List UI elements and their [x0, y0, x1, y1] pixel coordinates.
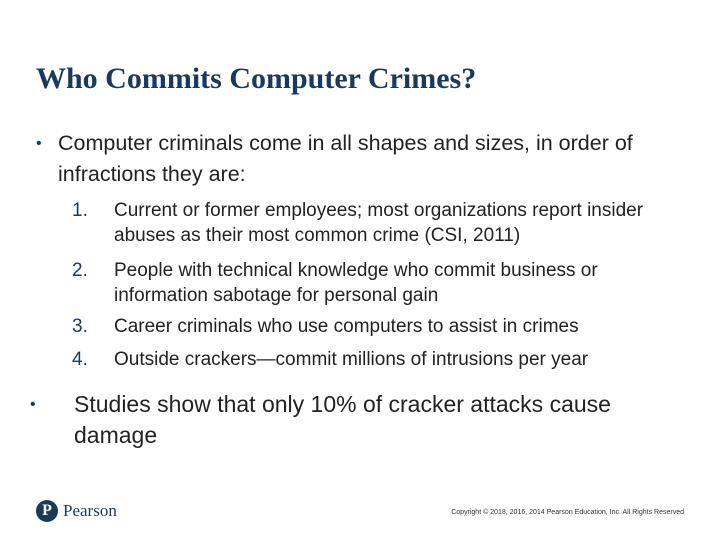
bullet-marker: •	[30, 396, 36, 413]
pearson-logo-text: Pearson	[63, 501, 117, 520]
item-text: People with technical knowledge who commit business or information sabotage for personal gain	[114, 260, 598, 306]
bullet-item-1	[36, 128, 686, 190]
item-text: Outside crackers—commit millions of intrusions per year	[114, 349, 589, 370]
bullet-marker: •	[36, 135, 42, 152]
item-number: 2.	[72, 260, 88, 281]
slide-title: Who Commits Computer Crimes?	[36, 62, 477, 95]
item-number: 1.	[72, 200, 88, 221]
numbered-item-4	[72, 347, 692, 372]
item-number: 3.	[72, 316, 88, 337]
numbered-item-3	[72, 314, 692, 339]
item-text: Career criminals who use computers to assist in crimes	[114, 316, 579, 337]
bullet-text: Computer criminals come in all shapes and sizes, in order of infractions they are:	[58, 131, 633, 186]
pearson-logo	[36, 500, 117, 522]
pearson-logo-icon: P	[36, 500, 58, 522]
bullet-item-2	[30, 389, 690, 451]
bullet-text: Studies show that only 10% of cracker attacks cause damage	[74, 391, 611, 448]
copyright-notice: Copyright © 2018, 2016, 2014 Pearson Education, Inc. All Rights Reserved	[451, 509, 684, 516]
item-text: Current or former employees; most organizations report insider abuses as their most common crime (CSI, 2011)	[114, 200, 644, 246]
item-number: 4.	[72, 349, 88, 370]
numbered-item-1	[72, 198, 692, 248]
numbered-item-2	[72, 258, 692, 308]
